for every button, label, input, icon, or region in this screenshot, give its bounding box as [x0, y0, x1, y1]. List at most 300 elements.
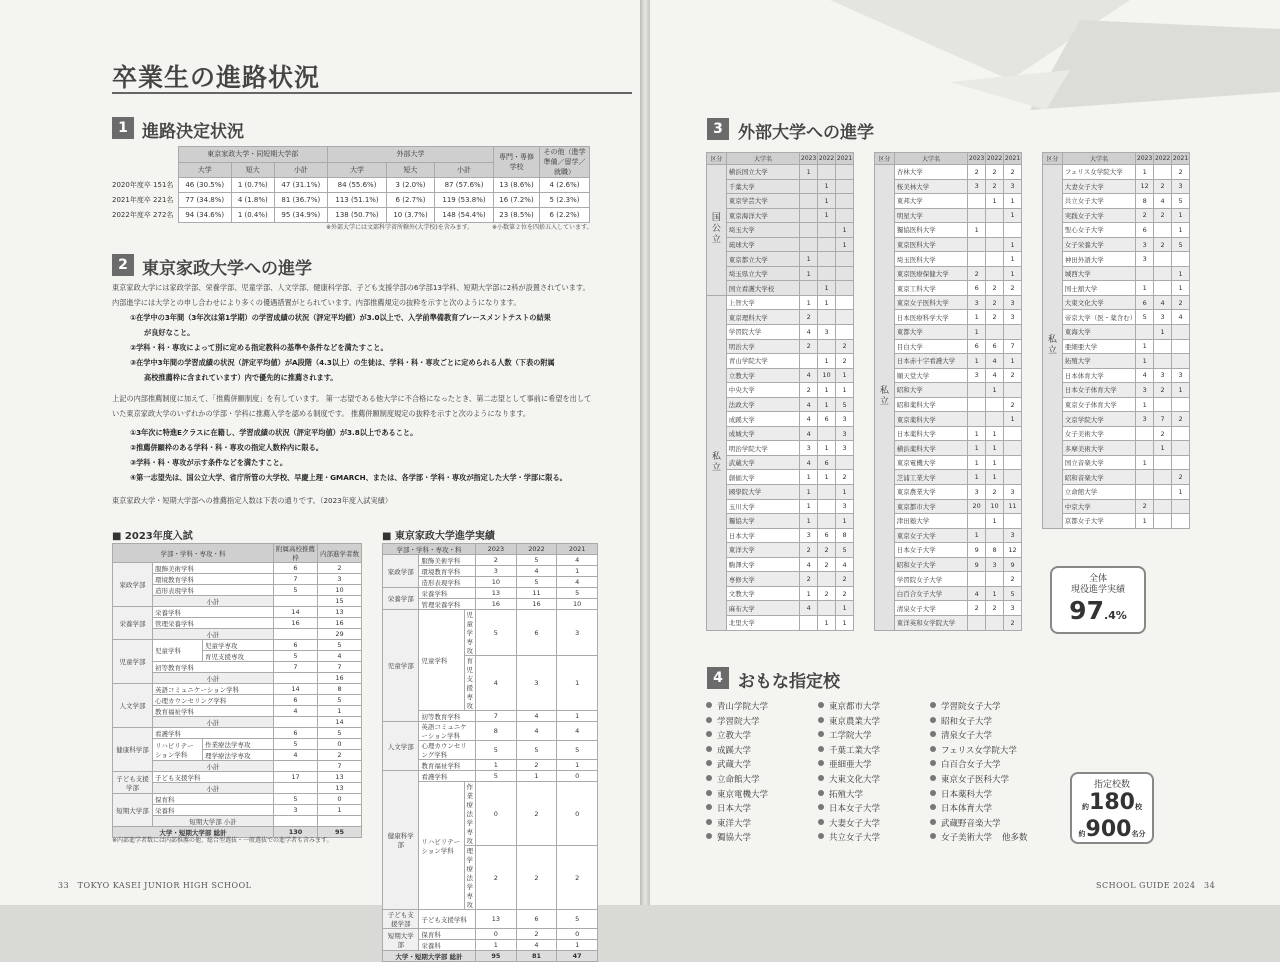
year-count [1004, 325, 1022, 340]
university-row [875, 557, 1022, 572]
university-row [875, 354, 1022, 369]
designated-school [930, 729, 1017, 744]
designated-school [930, 744, 1017, 759]
university-row [1043, 194, 1190, 209]
university-row [707, 383, 854, 398]
table-cell: 4 [318, 651, 362, 662]
table-cell: 小計 [153, 596, 274, 607]
university-name: 日本体育大学 [1062, 368, 1136, 383]
table-cell: 栄養科 [419, 940, 476, 951]
table-cell: 1 [516, 771, 557, 782]
table-cell: 5 [557, 741, 598, 760]
col-head: 2023 [1136, 153, 1154, 165]
university-row [875, 514, 1022, 529]
header-kasei: 東京家政大学・同短期大学部 [178, 147, 328, 163]
table-cell: 119 (53.8%) [435, 193, 494, 208]
table-cell: 14 [274, 684, 318, 695]
bullet-icon [818, 833, 824, 839]
table-cell: 47 [557, 951, 598, 962]
stat-unit: 名分 [1131, 830, 1146, 838]
year-count: 1 [818, 208, 836, 223]
year-count [968, 237, 986, 252]
table-cell: 育児支援専攻 [203, 651, 274, 662]
year-count [986, 397, 1004, 412]
table-row [383, 929, 598, 940]
year-count: 2 [986, 310, 1004, 325]
table-cell: 6 [516, 610, 557, 656]
col-head: 大学名 [894, 153, 967, 165]
table-cell: 3 (2.0%) [386, 178, 434, 193]
school-name: 東京農業大学 [829, 716, 881, 727]
table-cell: 5 (2.3%) [540, 193, 590, 208]
title-rule [112, 92, 632, 94]
table-cell: 子ども支援学科 [419, 910, 476, 929]
year-count: 7 [1004, 339, 1022, 354]
table-cell: 4 [516, 722, 557, 741]
year-count: 1 [1172, 266, 1190, 281]
year-count: 3 [1136, 252, 1154, 267]
year-count [968, 208, 986, 223]
year-count: 2 [800, 310, 818, 325]
table-cell: 95 [476, 951, 517, 962]
year-count: 2 [1154, 383, 1172, 398]
year-count [1154, 165, 1172, 180]
table-cell: 1 [557, 566, 598, 577]
designated-school [930, 758, 1017, 773]
bullet-icon [818, 717, 824, 723]
designated-school [818, 788, 880, 803]
university-row [1043, 354, 1190, 369]
university-name: 東京工科大学 [894, 281, 967, 296]
table-cell: 5 [318, 695, 362, 706]
year-count [818, 601, 836, 616]
table-cell: 看護学科 [419, 771, 476, 782]
university-row [1043, 295, 1190, 310]
table-row [113, 640, 362, 651]
university-name: 中京大学 [1062, 499, 1136, 514]
table-row [112, 178, 590, 193]
table-cell [274, 629, 318, 640]
school-name: 亜細亜大学 [829, 760, 872, 771]
rule-item: が良好なこと。 [144, 328, 195, 337]
table-cell: 5 [274, 585, 318, 596]
university-name: 明治大学 [726, 339, 799, 354]
table-cell: 130 [274, 827, 318, 838]
year-count [986, 252, 1004, 267]
university-name: 実践女子大学 [1062, 208, 1136, 223]
col-head: 区分 [1043, 153, 1063, 165]
designated-list-3 [930, 700, 1017, 846]
stat-value-seats: 900 [1085, 817, 1132, 842]
section-2-number: 2 [112, 254, 134, 276]
university-row [707, 441, 854, 456]
bullet-icon [706, 804, 712, 810]
year-count: 3 [1004, 528, 1022, 543]
table-cell: 0 [557, 782, 598, 846]
year-count [1154, 397, 1172, 412]
university-row [875, 223, 1022, 238]
table-cell: 大学・短期大学部 総計 [113, 827, 274, 838]
stat-prefix: 約 [1078, 830, 1086, 838]
year-count: 8 [1136, 194, 1154, 209]
university-table-2 [874, 152, 1022, 631]
year-count: 2 [986, 165, 1004, 180]
year-count: 2 [1136, 208, 1154, 223]
year-count [1154, 339, 1172, 354]
year-count: 4 [800, 426, 818, 441]
career-status-table [112, 146, 590, 223]
table-cell [274, 673, 318, 684]
school-name: 日本体育大学 [941, 804, 993, 815]
section-4-number: 4 [707, 667, 729, 689]
year-count [1172, 514, 1190, 529]
university-row [707, 295, 854, 310]
school-name: 工学院大学 [829, 731, 872, 742]
table-cell: 7 [274, 574, 318, 585]
university-row [875, 601, 1022, 616]
year-count: 3 [1154, 368, 1172, 383]
bullet-icon [930, 833, 936, 839]
university-name: 青山学院大学 [726, 354, 799, 369]
university-name: 千葉大学 [726, 179, 799, 194]
university-name: 専修大学 [726, 572, 799, 587]
university-row [875, 543, 1022, 558]
col-head: 2023 [968, 153, 986, 165]
year-count [818, 252, 836, 267]
table-cell: 子ども支援学部 [113, 772, 153, 794]
table-cell: 13 (8.6%) [494, 178, 540, 193]
table-cell: 1 [318, 805, 362, 816]
year-count [1172, 441, 1190, 456]
year-count [1172, 339, 1190, 354]
designated-school [706, 700, 768, 715]
university-name: 埼玉県立大学 [726, 266, 799, 281]
table-cell: 13 [318, 783, 362, 794]
rule-item: ②推薦併願枠のある学科・科・専攻の指定人数枠内に限る。 [130, 443, 323, 452]
table-cell: 育児支援専攻 [464, 656, 476, 711]
year-count: 1 [1154, 441, 1172, 456]
table-cell: 2 [516, 782, 557, 846]
admissions-2023-table [112, 543, 362, 838]
year-count: 1 [1172, 223, 1190, 238]
table-cell: 6 [274, 695, 318, 706]
year-count [968, 615, 986, 630]
section-1-title: 進路決定状況 [142, 122, 244, 142]
table-cell: 6 [516, 910, 557, 929]
table-cell: 4 [516, 566, 557, 577]
table-cell: 148 (54.4%) [435, 208, 494, 223]
table-cell: 小計 [153, 717, 274, 728]
year-count: 4 [800, 412, 818, 427]
university-name: 武蔵大学 [726, 455, 799, 470]
year-count: 1 [800, 586, 818, 601]
year-count [818, 165, 836, 180]
table-cell: 138 (50.7%) [328, 208, 387, 223]
university-row [707, 165, 854, 180]
record-table [382, 543, 598, 962]
university-row [875, 426, 1022, 441]
university-name: 中央大学 [726, 383, 799, 398]
year-count: 1 [1136, 165, 1154, 180]
university-name: 桜美林大学 [894, 179, 967, 194]
university-name: 国立看護大学校 [726, 281, 799, 296]
year-count: 1 [836, 237, 854, 252]
table-cell: 15 [318, 596, 362, 607]
table-cell: 1 [476, 940, 517, 951]
year-count [1154, 354, 1172, 369]
university-name: 東京女子体育大学 [1062, 397, 1136, 412]
table-cell: 服飾美術学科 [153, 563, 274, 574]
table-cell: 1 [318, 706, 362, 717]
table-cell: 5 [274, 794, 318, 805]
university-name: 白百合女子大学 [894, 586, 967, 601]
year-count: 3 [818, 325, 836, 340]
year-count [818, 223, 836, 238]
year-count: 2 [1004, 615, 1022, 630]
year-count [836, 281, 854, 296]
year-count: 3 [986, 557, 1004, 572]
designated-school [818, 831, 880, 846]
year-count [986, 412, 1004, 427]
col-head: 2021 [1004, 153, 1022, 165]
year-count: 1 [818, 383, 836, 398]
school-name: 清泉女子大学 [941, 731, 993, 742]
year-count [836, 295, 854, 310]
year-count: 2 [1136, 499, 1154, 514]
university-name: 横浜国立大学 [726, 165, 799, 180]
year-count: 4 [986, 368, 1004, 383]
university-name: 昭和女子大学 [894, 557, 967, 572]
year-count: 1 [800, 165, 818, 180]
header-other: その他（進学準備／留学／就職） [540, 147, 590, 178]
subhead: 短大 [386, 162, 434, 178]
total-row [383, 951, 598, 962]
year-count [986, 615, 1004, 630]
rule-item: ①3年次に特進Eクラスに在籍し、学習成績の状況（評定平均値）が3.8以上であること。 [130, 428, 418, 437]
table-cell: 5 [318, 640, 362, 651]
year-count [1004, 383, 1022, 398]
university-row [1043, 426, 1190, 441]
university-name: 東邦大学 [894, 194, 967, 209]
table-cell: 5 [516, 577, 557, 588]
year-count: 4 [1154, 194, 1172, 209]
table-cell: 4 [516, 940, 557, 951]
year-count [1172, 325, 1190, 340]
university-row [1043, 455, 1190, 470]
left-page [0, 0, 640, 961]
year-count: 2 [836, 354, 854, 369]
table-cell: 児童学部 [383, 610, 419, 722]
year-count: 1 [818, 179, 836, 194]
table-cell: 5 [476, 771, 517, 782]
category-label: 国公立 [707, 165, 727, 296]
col-head: 2023 [800, 153, 818, 165]
university-row [707, 557, 854, 572]
record-heading: ■ 東京家政大学進学実績 [382, 531, 495, 542]
table-cell: 2 [318, 563, 362, 574]
university-name: 埼玉医科大学 [894, 252, 967, 267]
designated-school [930, 788, 1017, 803]
university-row [707, 208, 854, 223]
bullet-icon [818, 731, 824, 737]
table-cell: 4 (1.8%) [231, 193, 274, 208]
year-count [1136, 441, 1154, 456]
table-cell: 4 [274, 750, 318, 761]
year-count: 2 [1154, 208, 1172, 223]
university-row [1043, 252, 1190, 267]
stat-prefix: 約 [1082, 803, 1090, 811]
table-cell: 2 [318, 750, 362, 761]
year-count: 1 [800, 252, 818, 267]
table-cell: 初等教育学科 [419, 711, 476, 722]
university-name: 学習院女子大学 [894, 572, 967, 587]
table-cell: 4 [516, 711, 557, 722]
stat-label: 全体 [1088, 574, 1107, 584]
university-row [875, 325, 1022, 340]
table-cell: 教育福祉学科 [419, 760, 476, 771]
university-row [707, 237, 854, 252]
university-row [707, 368, 854, 383]
year-count: 3 [968, 485, 986, 500]
university-name: 杏林大学 [894, 165, 967, 180]
university-row [1043, 223, 1190, 238]
university-row [707, 426, 854, 441]
university-row [707, 310, 854, 325]
university-row [875, 368, 1022, 383]
table-cell: 7 [274, 662, 318, 673]
table-cell: 47 (31.1%) [274, 178, 327, 193]
section-2-body [112, 280, 598, 508]
university-row [707, 586, 854, 601]
bullet-icon [706, 760, 712, 766]
year-count: 2 [1004, 572, 1022, 587]
year-count: 1 [818, 295, 836, 310]
year-count [968, 412, 986, 427]
year-count: 3 [800, 441, 818, 456]
bullet-icon [706, 775, 712, 781]
table-row [383, 555, 598, 566]
table-cell: 4 [557, 555, 598, 566]
year-count: 1 [1004, 194, 1022, 209]
table-cell: 環境教育学科 [419, 566, 476, 577]
year-count: 1 [818, 615, 836, 630]
year-count: 1 [986, 441, 1004, 456]
rule-item: 高校推薦枠に含まれています）内で優先的に推薦されます。 [144, 373, 338, 382]
table-cell: 95 (34.9%) [274, 208, 327, 223]
table-cell: 2 [557, 846, 598, 910]
year-count: 1 [968, 455, 986, 470]
table-cell: 81 [516, 951, 557, 962]
table-cell: 46 (30.5%) [178, 178, 231, 193]
table-cell: 1 [557, 656, 598, 711]
year-count: 9 [1004, 557, 1022, 572]
designated-school [706, 817, 768, 832]
bullet-icon [930, 819, 936, 825]
table-cell: 5 [516, 555, 557, 566]
university-name: 國學院大学 [726, 485, 799, 500]
year-count: 2 [1004, 165, 1022, 180]
designated-school [930, 773, 1017, 788]
table-cell: 心理カウンセリング学科 [419, 741, 476, 760]
table-cell: 栄養学科 [419, 588, 476, 599]
university-name: 目白大学 [894, 339, 967, 354]
table-cell: 7 [318, 662, 362, 673]
year-count: 1 [1004, 208, 1022, 223]
table-cell: 13 [476, 588, 517, 599]
year-count: 2 [836, 339, 854, 354]
col-head: 学部・学科・専攻・科 [113, 544, 274, 563]
bullet-icon [930, 804, 936, 810]
university-row [1043, 310, 1190, 325]
year-count [1136, 266, 1154, 281]
year-count: 3 [1136, 237, 1154, 252]
year-count [1154, 455, 1172, 470]
year-count [818, 339, 836, 354]
table-cell: 作業療法学専攻 [464, 782, 476, 846]
university-name: 玉川大学 [726, 499, 799, 514]
subhead: 小計 [274, 162, 327, 178]
col-head: 2021 [557, 544, 598, 555]
university-name: 日本女子大学 [894, 543, 967, 558]
table-cell: 7 [476, 711, 517, 722]
table-cell: 栄養学科 [153, 607, 274, 618]
year-count: 2 [986, 485, 1004, 500]
table-cell: 16 [274, 618, 318, 629]
university-row [707, 470, 854, 485]
university-name: 獨協大学 [726, 514, 799, 529]
bullet-icon [706, 717, 712, 723]
year-count: 2 [1154, 426, 1172, 441]
header-senmon: 専門・専修学校 [494, 147, 540, 178]
paragraph: 東京家政大学・短期大学部への推薦指定人数は下表の通りです。（2023年度入試実績） [112, 496, 393, 505]
year-count [818, 499, 836, 514]
col-head: 2023 [476, 544, 517, 555]
col-head: 2021 [836, 153, 854, 165]
year-count [800, 281, 818, 296]
table-cell: 4 [557, 577, 598, 588]
bullet-icon [706, 746, 712, 752]
university-row [875, 281, 1022, 296]
year-count: 5 [1136, 310, 1154, 325]
designated-school [818, 758, 880, 773]
table-cell: 0 [476, 782, 517, 846]
university-name: 学習院大学 [726, 325, 799, 340]
year-count: 1 [836, 601, 854, 616]
year-count [1136, 426, 1154, 441]
year-count: 1 [818, 281, 836, 296]
university-name: 亜細亜大学 [1062, 339, 1136, 354]
university-row [707, 223, 854, 238]
table-cell: 2 [476, 555, 517, 566]
year-count [1172, 455, 1190, 470]
university-row [707, 325, 854, 340]
year-count: 1 [968, 354, 986, 369]
university-row [1043, 499, 1190, 514]
year-count [836, 266, 854, 281]
bullet-icon [930, 702, 936, 708]
year-count: 1 [1136, 339, 1154, 354]
year-count: 4 [836, 557, 854, 572]
university-row [1043, 281, 1190, 296]
year-count [836, 194, 854, 209]
year-count [818, 485, 836, 500]
university-row [707, 412, 854, 427]
year-count: 4 [1172, 310, 1190, 325]
table-cell: 小計 [153, 761, 274, 772]
year-count: 1 [836, 223, 854, 238]
table-cell: 5 [476, 610, 517, 656]
year-count: 2 [1154, 237, 1172, 252]
